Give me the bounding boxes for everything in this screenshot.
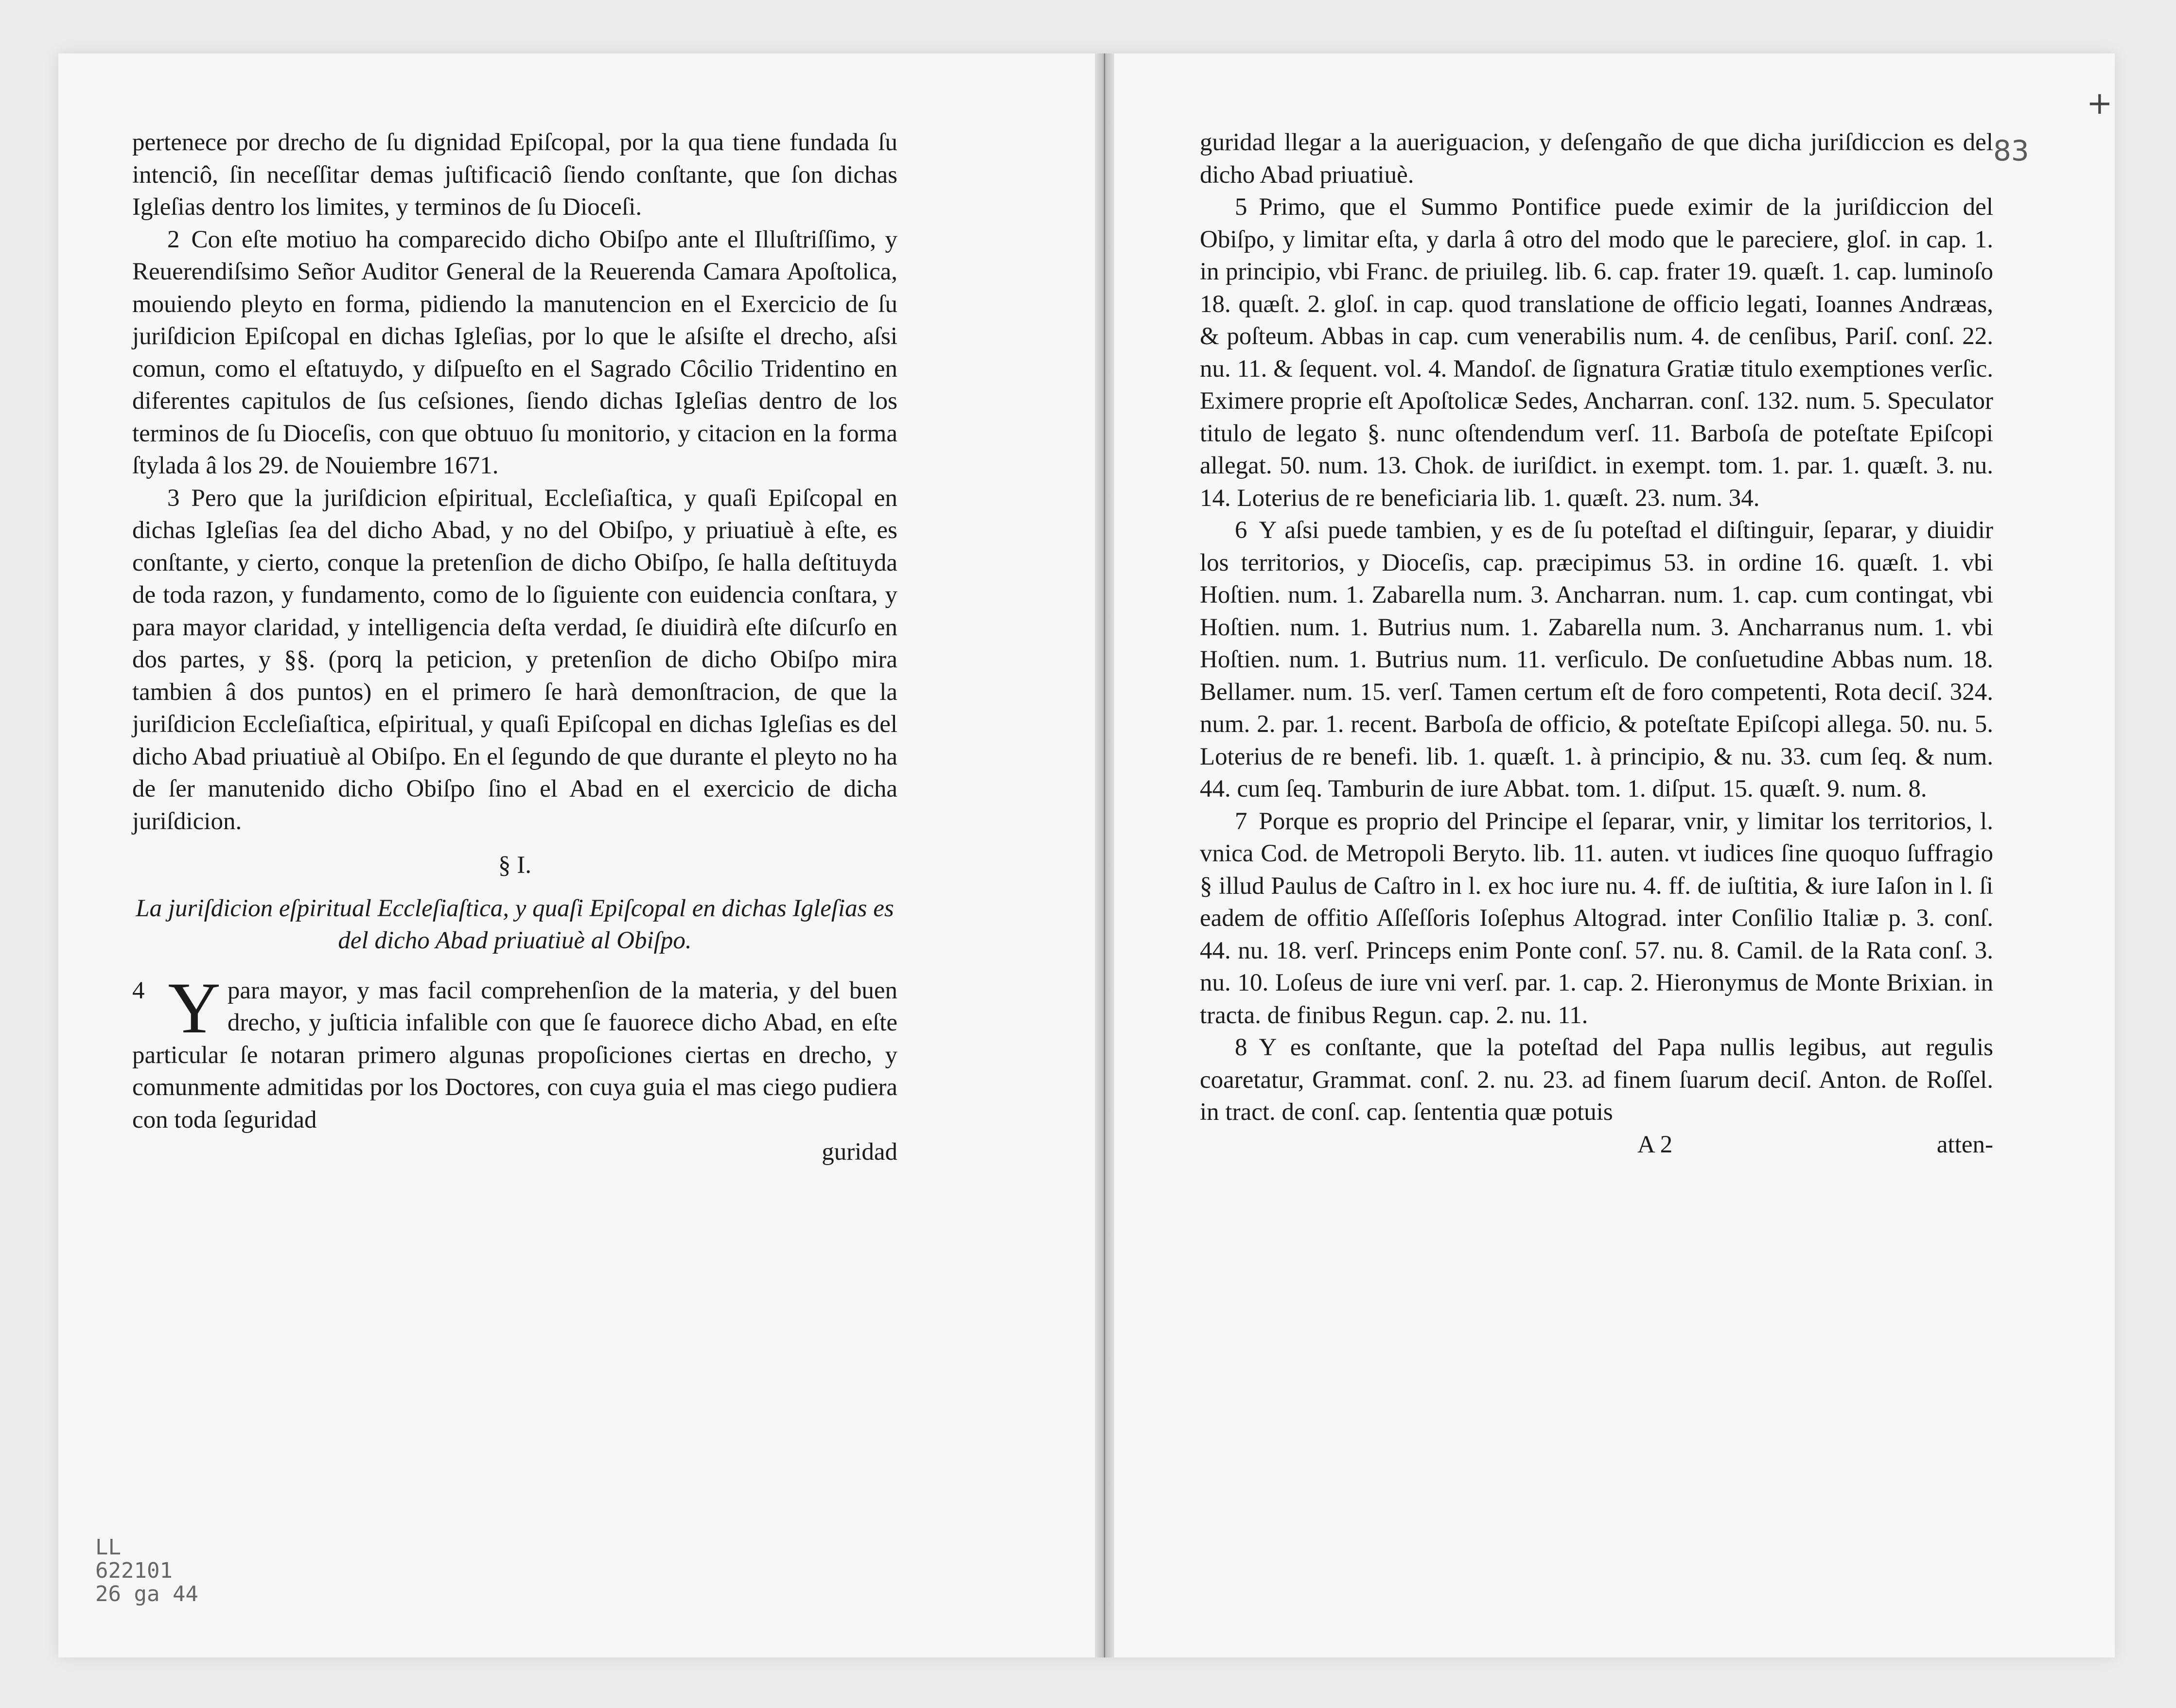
- paragraph-text: Con eſte motiuo ha comparecido dicho Obiſpo ante el Illuſtriſſimo, y Reuerendiſsimo Señor Auditor General de la Reuerenda Camara Apoſtolica, mouiendo pleyto en forma, pidiendo la manutencion en el Exercicio de ſu juriſdicion Epiſcopal en dichas Igleſias, por lo que le aſsiſte el drecho, aſsi comun, como el eſtatuydo, y diſpueſto en el Sagrado Côcilio Tridentino en diferentes capitulos de ſus ceſsiones, ſiendo dichas Igleſias dentro de los terminos de ſu Dioceſis, con que obtuuo ſu monitorio, y citacion en la forma ſtylada â los 29. de Nouiembre 1671.: [132, 226, 897, 479]
- section-heading: La juriſdicion eſpiritual Eccleſiaſtica, y quaſi Epiſcopal en dichas Igleſias es del dicho Abad priuatiuè al Obiſpo.: [136, 894, 894, 954]
- paragraph-7: [1200, 805, 1993, 1032]
- paragraph-number: 6: [1235, 517, 1247, 544]
- paragraph-number: 8: [1235, 1034, 1247, 1061]
- paragraph-text: Porque es proprio del Principe el ſeparar, vnir, y limitar los territorios, l. vnica Cod. de Metropoli Beryto. lib. 11. auten. vt iudices ſine quoquo ſuffragio § illud Paulus de Caſtro in l. ex hoc iure nu. 4. ff. de iuſtitia, & iure Iaſon in l. ſi eadem de offitio Aſſeſſoris Ioſephus Altograd. inter Conſilio Italiæ p. 3. conſ. 44. nu. 18. verſ. Princeps enim Ponte conſ. 57. nu. 8. Camil. de la Rata conſ. 3. nu. 10. Loſeus de iure vni verſ. par. 1. cap. 2. Hieronymus de Monte Brixian. in tracta. de finibus Regun. cap. 2. nu. 11.: [1200, 807, 1993, 1029]
- paragraph-8: [1200, 1031, 1993, 1129]
- paragraph-number: 3: [167, 484, 180, 512]
- handwritten-mark: +: [2087, 86, 2113, 122]
- paragraph-continued: guridad llegar a la aueriguacion, y deſengaño de que dicha juriſdiccion es del dicho Abad priuatiuè.: [1200, 129, 1993, 189]
- drop-capital: Y: [168, 967, 221, 1048]
- signature-mark: A 2: [1637, 1131, 1673, 1158]
- paragraph-4: [132, 967, 897, 1136]
- paragraph-number: 5: [1235, 193, 1247, 221]
- paragraph-6: [1200, 514, 1993, 805]
- paragraph-text: Primo, que el Summo Pontifice puede eximir de la juriſdiccion del Obiſpo, y limitar eſta, y darla â otro del modo que le pareciere, gloſ. in cap. 1. in principio, vbi Franc. de priuileg. lib. 6. cap. frater 19. quæſt. 1. cap. luminoſo 18. quæſt. 2. gloſ. in cap. quod translatione de officio legati, Ioannes Andræas, & poſteum. Abbas in cap. cum venerabilis num. 4. de cenſibus, Pariſ. conſ. 22. nu. 11. & ſequent. vol. 4. Mandoſ. de ſignatura Gratiæ titulo exemptiones verſic. Eximere proprie eſt Apoſtolicæ Sedes, Ancharran. conſ. 132. num. 5. Speculator titulo de legato §. nunc oſtendendum verſ. 11. Barboſa de poteſtate Epiſcopi allegat. 50. num. 13. Chok. de iuriſdict. in exempt. tom. 1. par. 1. quæſt. 3. nu. 14. Loterius de re beneficiaria lib. 1. quæſt. 23. num. 34.: [1200, 193, 1993, 512]
- paragraph-number: 4: [132, 976, 145, 1004]
- paragraph-5: [1200, 191, 1993, 514]
- catchword: atten-: [1936, 1131, 1993, 1158]
- paragraph-3: [132, 482, 897, 838]
- paragraph-text: Y es conſtante, que la poteſtad del Papa nullis legibus, aut regulis coaretatur, Grammat. conſ. 2. nu. 23. ad finem ſuarum deciſ. Anton. de Roſſel. in tract. de conſ. cap. ſententia quæ potuis: [1200, 1034, 1993, 1126]
- folio-number: 83: [1993, 134, 2029, 167]
- archive-stamp-line: 622101: [95, 1558, 173, 1583]
- paragraph-number: 2: [167, 226, 180, 253]
- section-mark: § I.: [498, 852, 531, 879]
- paragraph-2: [132, 224, 897, 482]
- archive-stamp-line: 26 ga 44: [95, 1582, 198, 1606]
- paragraph-text: para mayor, y mas facil comprehenſion de la materia, y del buen drecho, y juſticia infalible con que ſe fauorece dicho Abad, en eſte particular ſe notaran primero algunas propoſiciones ciertas en drecho, y comunmente admitidas por los Doctores, con cuya guia el mas ciego pudiera con toda ſeguridad: [132, 976, 897, 1133]
- right-page: [1200, 126, 1993, 1161]
- catchword: guridad: [822, 1138, 897, 1166]
- archive-stamp-line: LL: [95, 1535, 121, 1560]
- page-footer: [1200, 1129, 1993, 1161]
- left-page: [132, 126, 897, 1168]
- book-gutter: [1095, 53, 1114, 1657]
- archive-stamp: [95, 1536, 198, 1606]
- paragraph-continued: pertenece por drecho de ſu dignidad Epiſcopal, por la qua tiene fundada ſu intenciô, ſin neceſſitar demas juſtificaciô ſiendo conſtante, que ſon dichas Igleſias dentro los limites, y terminos de ſu Dioceſi.: [132, 129, 897, 221]
- paragraph-number: 7: [1235, 807, 1247, 835]
- paragraph-text: Pero que la juriſdicion eſpiritual, Eccleſiaſtica, y quaſi Epiſcopal en dichas Igleſias ſea del dicho Abad, y no del Obiſpo, y priuatiuè à eſte, es conſtante, y cierto, conque la pretenſion de dicho Obiſpo, ſe halla deſtituyda de toda razon, y fundamento, como de lo ſiguiente con euidencia conſtara, y para mayor claridad, y intelligencia deſta verdad, ſe diuidirà eſte diſcurſo en dos partes, y §§. (porq la peticion, y pretenſion de dicho Obiſpo mira tambien â dos puntos) en el primero ſe harà demonſtracion, de que la juriſdicion Eccleſiaſtica, eſpiritual, y quaſi Epiſcopal en dichas Igleſias es del dicho Abad priuatiuè al Obiſpo. En el ſegundo de que durante el pleyto no ha de ſer manutenido dicho Obiſpo ſino el Abad en el exercicio de dicha juriſdicion.: [132, 484, 897, 835]
- paragraph-text: Y aſsi puede tambien, y es de ſu poteſtad el diſtinguir, ſeparar, y diuidir los territorios, y Dioceſis, cap. præcipimus 53. in ordine 16. quæſt. 1. vbi Hoſtien. num. 1. Zabarella num. 3. Ancharran. num. 1. cap. cum contingat, vbi Hoſtien. num. 1. Butrius num. 1. Zabarella num. 3. Ancharranus num. 1. vbi Hoſtien. num. 1. Butrius num. 11. verſiculo. De conſuetudine Abbas num. 18. Bellamer. num. 15. verſ. Tamen certum eſt de foro competenti, Rota deciſ. 324. num. 2. par. 1. recent. Barboſa de officio, & poteſtate Epiſcopi allega. 50. nu. 5. Loterius de re benefi. lib. 1. quæſt. 1. à principio, & nu. 33. cum ſeq. & num. 44. cum ſeq. Tamburin de iure Abbat. tom. 1. diſput. 15. quæſt. 9. num. 8.: [1200, 517, 1993, 802]
